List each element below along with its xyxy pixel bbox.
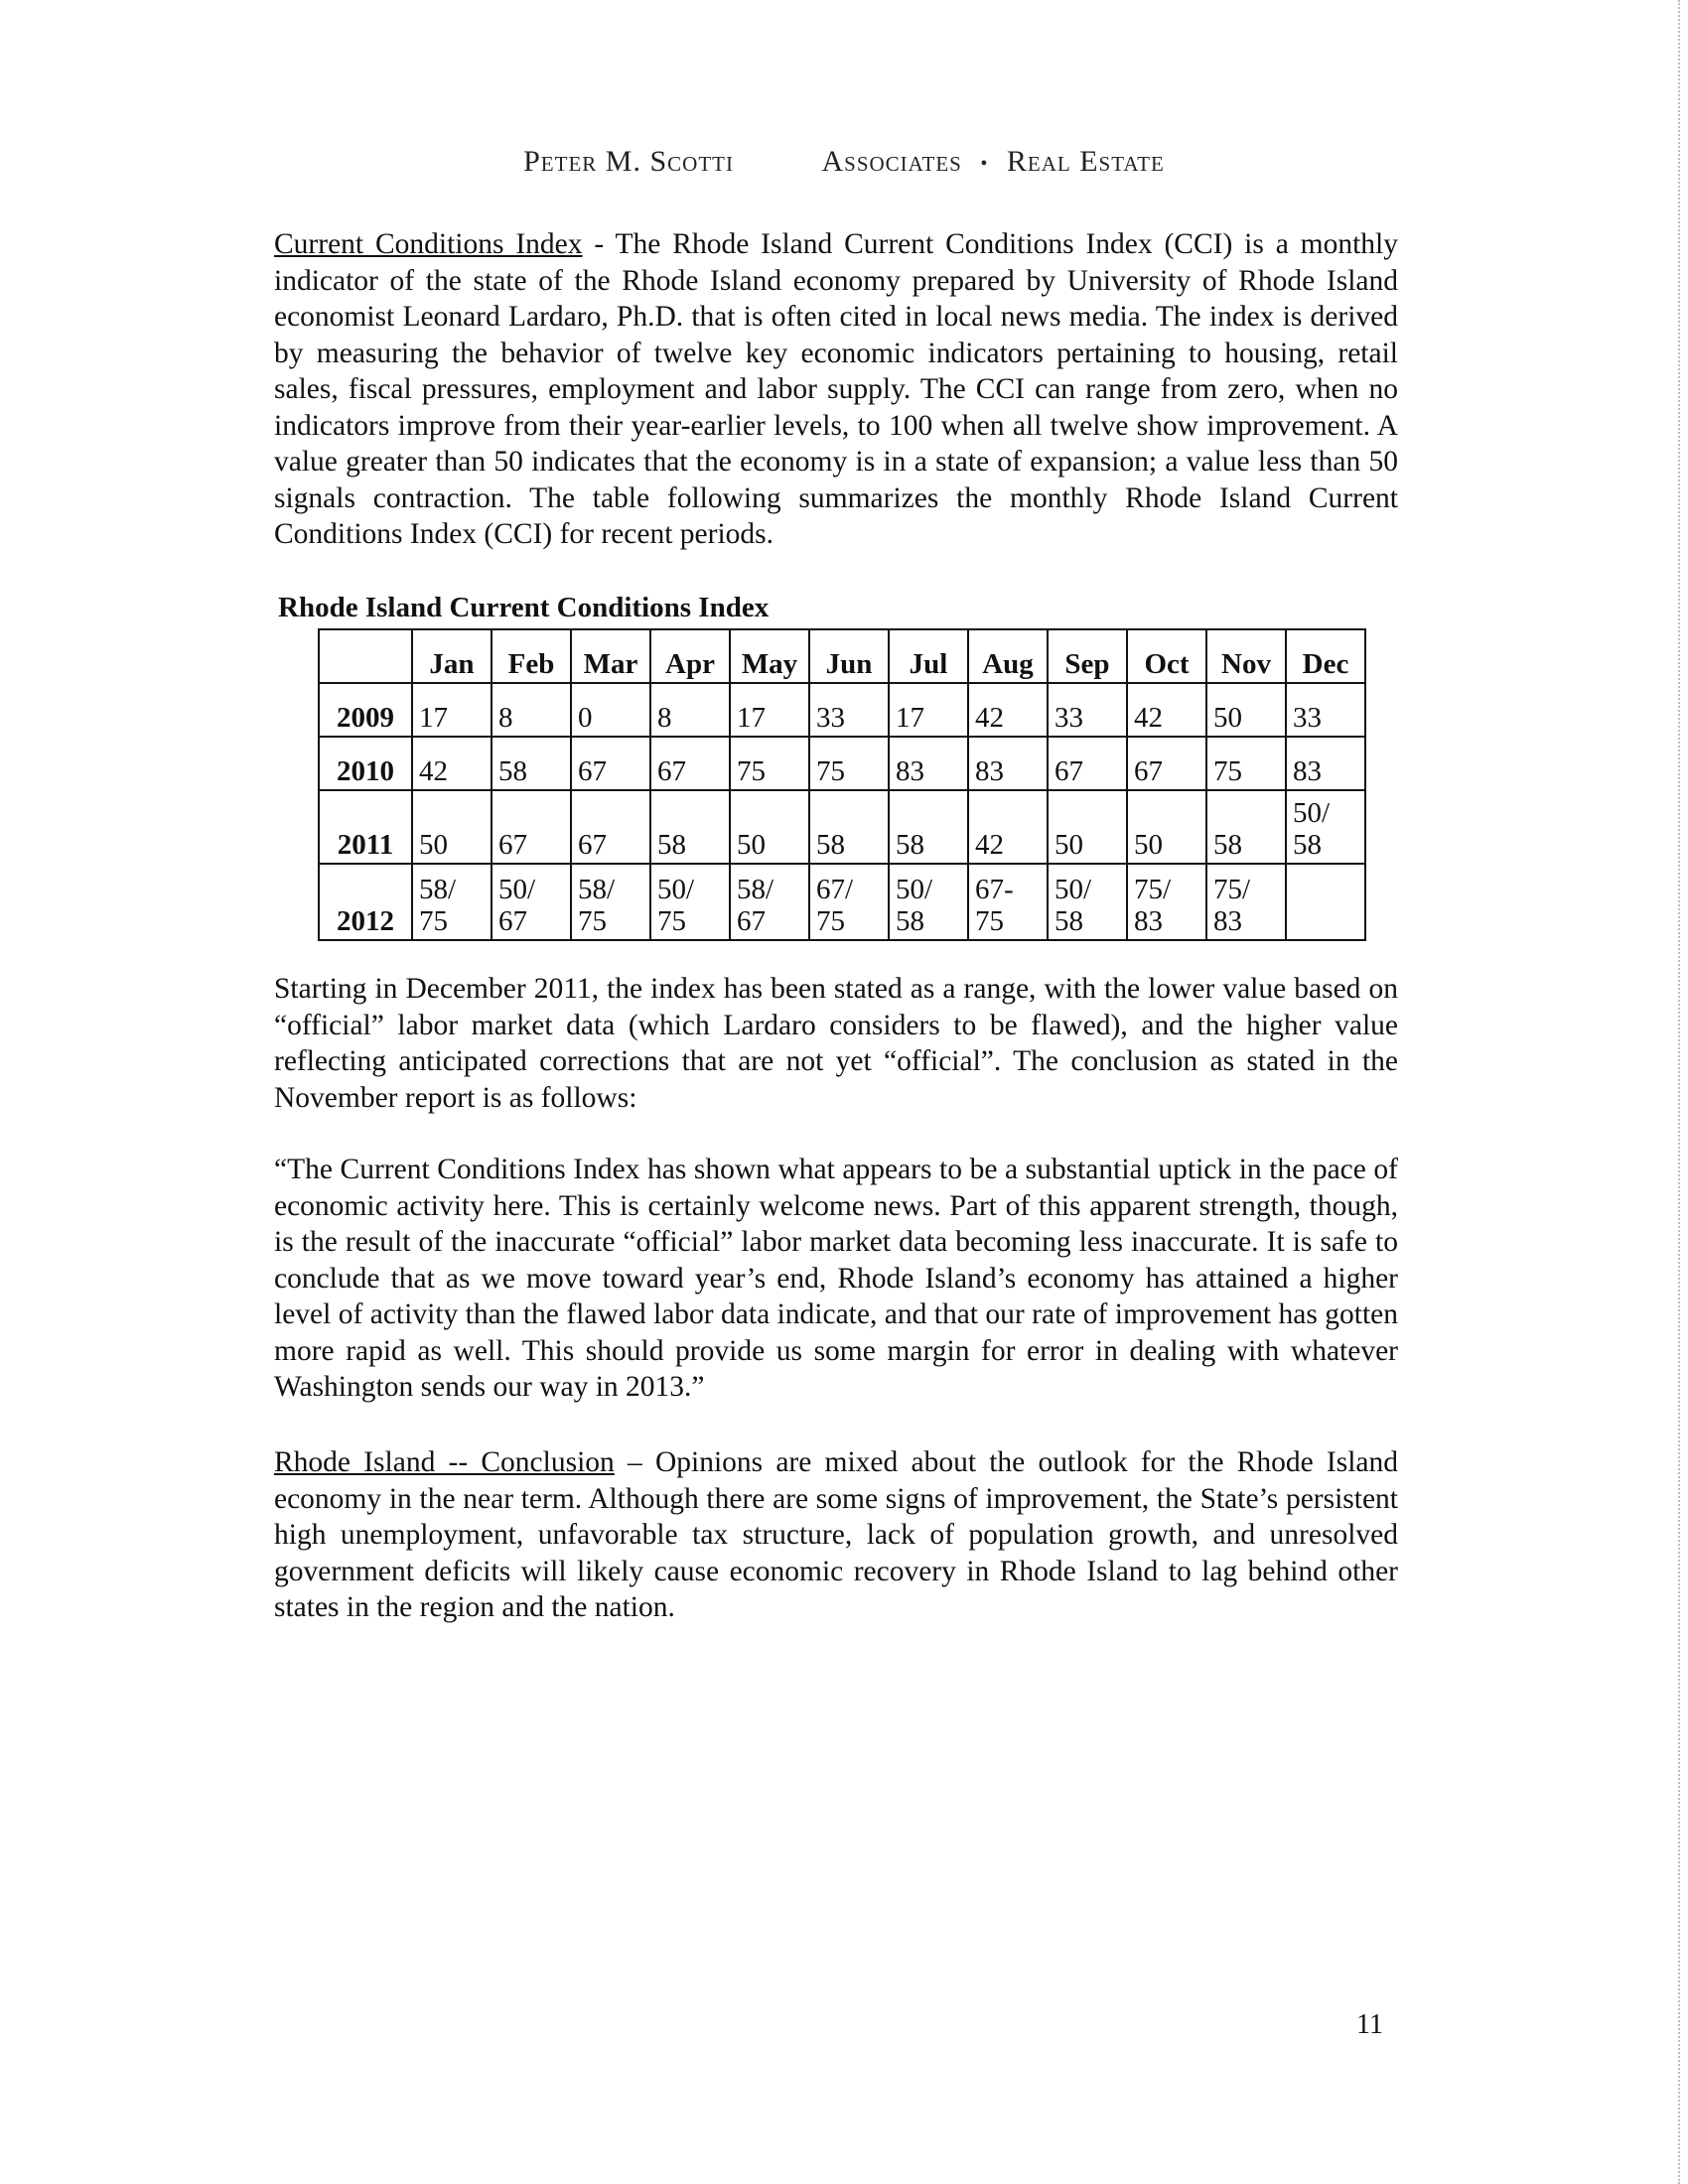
table-cell: 50/ 58 [1286, 790, 1365, 864]
table-row [319, 737, 1365, 790]
letterhead-firm: Associates [821, 145, 962, 178]
table-cell: 33 [1048, 683, 1127, 737]
table-title: Rhode Island Current Conditions Index [278, 592, 770, 623]
header-cell-jan: Jan [412, 629, 492, 683]
header-cell-jun: Jun [809, 629, 889, 683]
header-cell-apr: Apr [650, 629, 730, 683]
table-cell: 75 [1206, 737, 1286, 790]
table-cell: 58 [809, 790, 889, 864]
row-year: 2010 [319, 737, 412, 790]
table-cell: 67 [650, 737, 730, 790]
table-cell [1286, 864, 1365, 940]
table-cell: 75 [809, 737, 889, 790]
table-cell: 58/ 67 [730, 864, 809, 940]
table-cell: 8 [650, 683, 730, 737]
table-cell: 50/ 67 [492, 864, 571, 940]
header-cell-oct: Oct [1127, 629, 1206, 683]
table-cell: 50 [1127, 790, 1206, 864]
table-row [319, 790, 1365, 864]
table-cell: 50 [1048, 790, 1127, 864]
table-cell: 75 [730, 737, 809, 790]
letterhead-name: Peter M. Scotti [523, 145, 734, 178]
row-year: 2009 [319, 683, 412, 737]
table-cell: 58/ 75 [412, 864, 492, 940]
page-number: 11 [1356, 2009, 1383, 2040]
table-cell: 42 [1127, 683, 1206, 737]
row-year: 2011 [319, 790, 412, 864]
header-cell-nov: Nov [1206, 629, 1286, 683]
header-cell-feb: Feb [492, 629, 571, 683]
header-cell-corner [319, 629, 412, 683]
table-cell: 58/ 75 [571, 864, 650, 940]
table-cell: 17 [412, 683, 492, 737]
table-cell: 58 [650, 790, 730, 864]
header-cell-aug: Aug [968, 629, 1048, 683]
table-cell: 67 [1127, 737, 1206, 790]
ri-conclusion-paragraph [274, 1444, 1398, 1626]
table-cell: 67- 75 [968, 864, 1048, 940]
letterhead [0, 145, 1688, 179]
range-explanation-paragraph: Starting in December 2011, the index has been stated as a range, with the lower value based on “official” labor market data (which Lardaro considers to be flawed), and the higher value reflecting anticipated corrections that are not yet “official”. The conclusion as stated in the November report is as follows: [274, 973, 1398, 1114]
conclusion-section-heading: Rhode Island -- Conclusion [274, 1446, 615, 1478]
table-cell: 17 [730, 683, 809, 737]
cci-section-body: - The Rhode Island Current Conditions Index (CCI) is a monthly indicator of the state of the Rhode Island economy prepared by University of Rhode Island economist Leonard Lardaro, Ph.D. that is often cited in local news media. The index is derived by measuring the behavior of twelve key economic indicators pertaining to housing, retail sales, fiscal pressures, employment and labor supply. The CCI can range from zero, when no indicators improve from their year-earlier levels, to 100 when all twelve show improvement. A value greater than 50 indicates that the economy is in a state of expansion; a value less than 50 signals contraction. The table following summarizes the monthly Rhode Island Current Conditions Index (CCI) for recent periods. [274, 228, 1398, 550]
table-cell: 17 [889, 683, 968, 737]
table-cell: 58 [1206, 790, 1286, 864]
table-cell: 50/ 58 [1048, 864, 1127, 940]
header-cell-jul: Jul [889, 629, 968, 683]
table-cell: 42 [412, 737, 492, 790]
table-cell: 83 [889, 737, 968, 790]
header-cell-dec: Dec [1286, 629, 1365, 683]
table-cell: 50/ 75 [650, 864, 730, 940]
scan-edge-artifact [1678, 0, 1680, 2184]
header-cell-may: May [730, 629, 809, 683]
table-cell: 83 [968, 737, 1048, 790]
table-cell: 50 [1206, 683, 1286, 737]
row-year: 2012 [319, 864, 412, 940]
quoted-conclusion-paragraph: “The Current Conditions Index has shown what appears to be a substantial uptick in the pace of economic activity here. This is certainly welcome news. Part of this apparent strength, though, is the result of the inaccurate “official” labor market data becoming less inaccurate. It is safe to conclude that as we move toward year’s end, Rhode Island’s economy has attained a higher level of activity than the flawed labor data indicate, and that our rate of improvement has gotten more rapid as well. This should provide us some margin for error in dealing with whatever Washington sends our way in 2013.” [274, 1154, 1398, 1403]
table-cell: 67 [1048, 737, 1127, 790]
table-cell: 58 [889, 790, 968, 864]
table-header-row [319, 629, 1365, 683]
table-cell: 50 [730, 790, 809, 864]
table-cell: 33 [1286, 683, 1365, 737]
cci-intro-paragraph [274, 226, 1398, 553]
table-cell: 8 [492, 683, 571, 737]
table-cell: 67 [571, 737, 650, 790]
table-cell: 50 [412, 790, 492, 864]
table-cell: 83 [1286, 737, 1365, 790]
bullet-separator-icon: • [980, 152, 989, 175]
table-cell: 42 [968, 683, 1048, 737]
header-cell-sep: Sep [1048, 629, 1127, 683]
table-cell: 75/ 83 [1127, 864, 1206, 940]
cci-section-heading: Current Conditions Index [274, 228, 583, 260]
table-cell: 75/ 83 [1206, 864, 1286, 940]
conclusion-section-body: – Opinions are mixed about the outlook for the Rhode Island economy in the near term. Although there are some signs of improvement, the State’s persistent high unemployment, unfavorable tax structure, lack of population growth, and unresolved government deficits will likely cause economic recovery in Rhode Island to lag behind other states in the region and the nation. [274, 1446, 1398, 1623]
table-cell: 67 [492, 790, 571, 864]
table-cell: 50/ 58 [889, 864, 968, 940]
header-cell-mar: Mar [571, 629, 650, 683]
table-cell: 42 [968, 790, 1048, 864]
table-row [319, 864, 1365, 940]
table-cell: 33 [809, 683, 889, 737]
table-cell: 67/ 75 [809, 864, 889, 940]
table-cell: 0 [571, 683, 650, 737]
cci-table [318, 628, 1366, 941]
table-row [319, 683, 1365, 737]
table-cell: 67 [571, 790, 650, 864]
table-cell: 58 [492, 737, 571, 790]
letterhead-business: Real Estate [1006, 145, 1165, 178]
